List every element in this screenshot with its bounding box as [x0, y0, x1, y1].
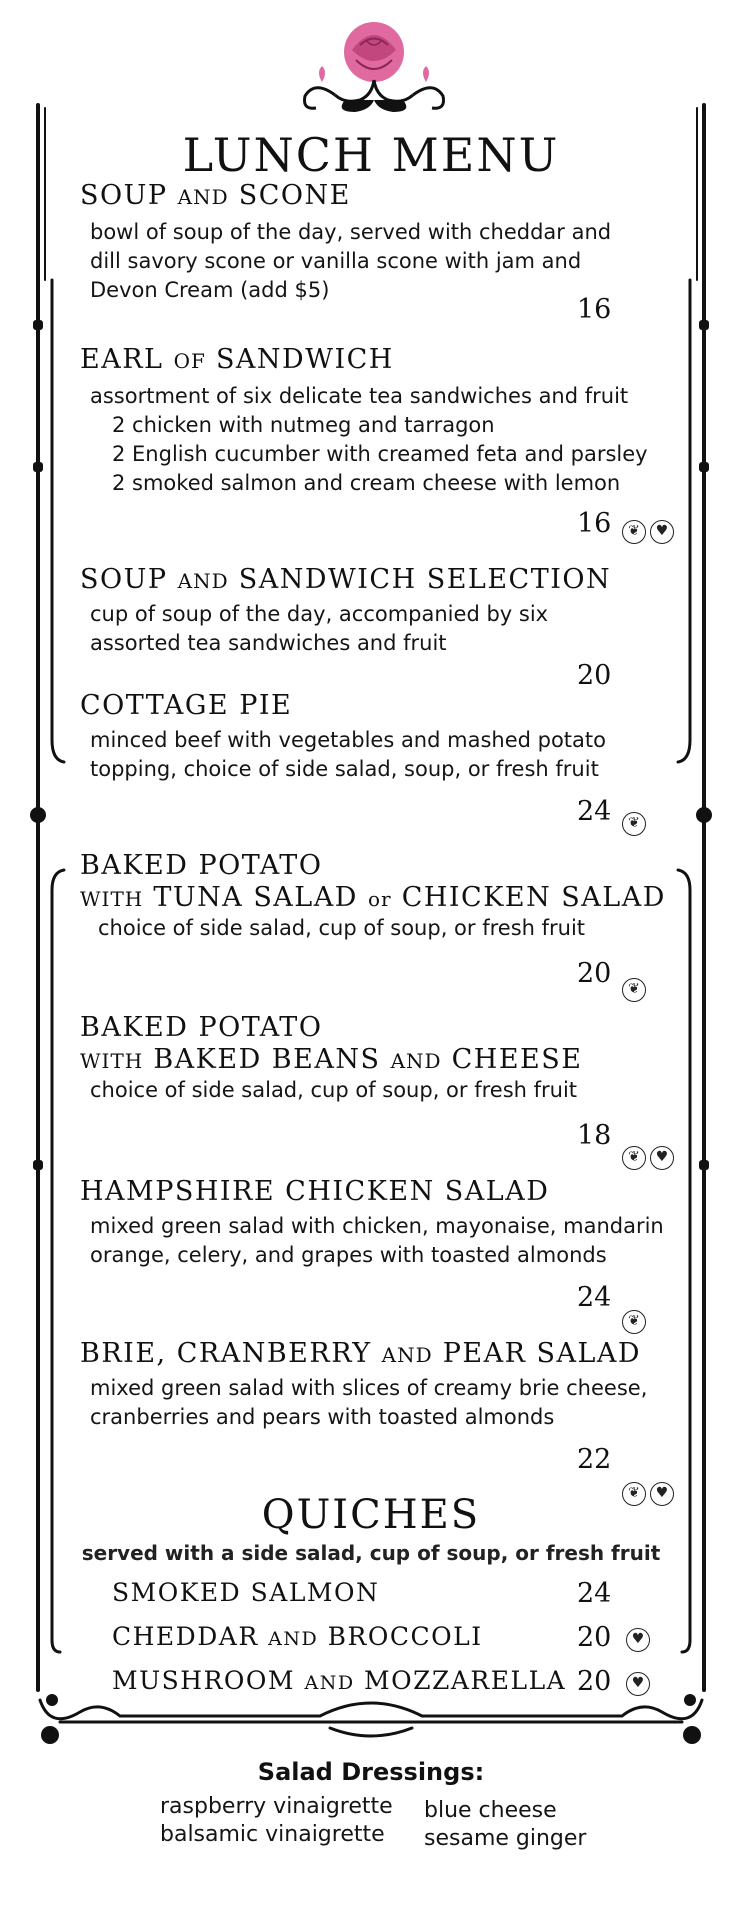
item-name-part: EARL: [80, 344, 164, 375]
item-description: [90, 218, 611, 305]
quiche-price: 24: [577, 1578, 612, 1609]
item-price: 24: [577, 1282, 612, 1313]
item-name-part: PEAR SALAD: [442, 1338, 642, 1369]
quiche-name: [112, 1622, 483, 1651]
dressings-title: Salad Dressings:: [257, 1758, 485, 1786]
item-name: [80, 850, 322, 881]
description-line: orange, celery, and grapes with toasted almonds: [90, 1243, 607, 1267]
item-name-part: AND: [177, 569, 229, 593]
description-line: choice of side salad, cup of soup, or fresh fruit: [98, 916, 586, 940]
quiches-subtitle: served with a side salad, cup of soup, or fresh fruit: [81, 1541, 661, 1565]
wheat-icon: ❦: [622, 812, 646, 836]
quiche-name-part: AND: [304, 1672, 355, 1694]
item-name-part: BAKED POTATO: [80, 850, 323, 881]
leaf-icon: ♥: [650, 520, 674, 544]
item-description: [90, 1374, 647, 1432]
item-name-part: BAKED POTATO: [80, 1012, 323, 1043]
item-price: 24: [577, 796, 612, 827]
quiche-price: 20: [577, 1666, 612, 1697]
quiche-name-part: AND: [268, 1628, 319, 1650]
wheat-icon: ❦: [622, 1482, 646, 1506]
item-price: 16: [577, 508, 612, 539]
description-line: dill savory scone or vanilla scone with jam and: [90, 249, 582, 273]
item-name-part: SOUP: [80, 180, 168, 211]
item-name-part: AND: [177, 185, 229, 209]
item-price: 22: [577, 1444, 612, 1475]
item-name-line2: [80, 882, 666, 913]
item-name-part: SOUP: [80, 564, 168, 595]
quiche-name-part: MOZZARELLA: [364, 1666, 567, 1695]
item-name-part: AND: [390, 1049, 442, 1073]
quiche-name: [112, 1666, 566, 1695]
item-sub-list: [112, 411, 648, 498]
item-name: [80, 1338, 641, 1369]
item-price: 20: [577, 958, 612, 989]
item-name-part: SCONE: [238, 180, 351, 211]
item-name-part: HAMPSHIRE CHICKEN SALAD: [80, 1176, 550, 1207]
description-line: bowl of soup of the day, served with cheddar and: [90, 220, 612, 244]
quiche-name-part: SMOKED SALMON: [112, 1578, 380, 1607]
rose-logo: [0, 0, 742, 140]
item-name: [80, 1012, 322, 1043]
item-price: 16: [577, 294, 612, 325]
description-line: cranberries and pears with toasted almonds: [90, 1405, 555, 1429]
description-line: Devon Cream (add $5): [90, 278, 330, 302]
dressing-item: balsamic vinaigrette: [160, 1822, 385, 1847]
leaf-icon: ♥: [650, 1146, 674, 1170]
menu-title: LUNCH MENU: [182, 128, 560, 182]
quiche-price: 20: [577, 1622, 612, 1653]
item-name-part: WITH: [80, 1049, 144, 1073]
description-line: assortment of six delicate tea sandwiches and fruit: [90, 384, 629, 408]
item-description: [90, 1076, 577, 1105]
wheat-icon: ❦: [622, 978, 646, 1002]
item-description: [90, 600, 548, 658]
item-name-part: TUNA SALAD: [153, 882, 358, 913]
description-line: minced beef with vegetables and mashed potato: [90, 728, 606, 752]
item-name: [80, 690, 292, 721]
item-name-part: COTTAGE PIE: [80, 690, 293, 721]
item-description: [90, 382, 628, 411]
item-name: [80, 564, 611, 595]
item-name-part: SANDWICH: [215, 344, 394, 375]
leaf-icon: ♥: [626, 1628, 650, 1652]
leaf-icon: ♥: [650, 1482, 674, 1506]
quiche-name: [112, 1578, 379, 1607]
quiche-name-part: MUSHROOM: [112, 1666, 296, 1695]
wheat-icon: ❦: [622, 520, 646, 544]
description-line: choice of side salad, cup of soup, or fresh fruit: [90, 1078, 578, 1102]
item-name-part: WITH: [80, 887, 144, 911]
item-description: [90, 726, 606, 784]
description-line: topping, choice of side salad, soup, or fresh fruit: [90, 757, 599, 781]
item-description: [90, 1212, 664, 1270]
item-name-part: AND: [381, 1343, 433, 1367]
item-name-line2: [80, 1044, 582, 1075]
item-name: [80, 344, 394, 375]
wheat-icon: ❦: [622, 1310, 646, 1334]
dressing-item: blue cheese: [424, 1798, 557, 1823]
item-name-part: CHICKEN SALAD: [401, 882, 666, 913]
description-line: cup of soup of the day, accompanied by six: [90, 602, 549, 626]
sub-item: 2 chicken with nutmeg and tarragon: [112, 413, 495, 437]
dressing-item: sesame ginger: [424, 1826, 587, 1851]
description-line: assorted tea sandwiches and fruit: [90, 631, 447, 655]
quiche-name-part: CHEDDAR: [112, 1622, 259, 1651]
quiches-title: QUICHES: [261, 1492, 481, 1538]
item-name-part: CHEESE: [451, 1044, 583, 1075]
wheat-icon: ❦: [622, 1146, 646, 1170]
item-name-part: SANDWICH SELECTION: [238, 564, 612, 595]
item-name-part: BRIE, CRANBERRY: [80, 1338, 372, 1369]
item-price: 18: [577, 1120, 612, 1151]
item-name: [80, 1176, 549, 1207]
item-name-part: OF: [173, 349, 206, 373]
description-line: mixed green salad with slices of creamy brie cheese,: [90, 1376, 648, 1400]
item-name-part: BAKED BEANS: [153, 1044, 381, 1075]
dressing-item: raspberry vinaigrette: [160, 1794, 393, 1819]
sub-item: 2 smoked salmon and cream cheese with lemon: [112, 471, 621, 495]
quiche-name-part: BROCCOLI: [327, 1622, 483, 1651]
item-description: [98, 914, 585, 943]
sub-item: 2 English cucumber with creamed feta and parsley: [112, 442, 648, 466]
item-price: 20: [577, 660, 612, 691]
item-name: [80, 180, 351, 211]
item-name-part: or: [367, 887, 392, 911]
description-line: mixed green salad with chicken, mayonaise, mandarin: [90, 1214, 664, 1238]
leaf-icon: ♥: [626, 1672, 650, 1696]
